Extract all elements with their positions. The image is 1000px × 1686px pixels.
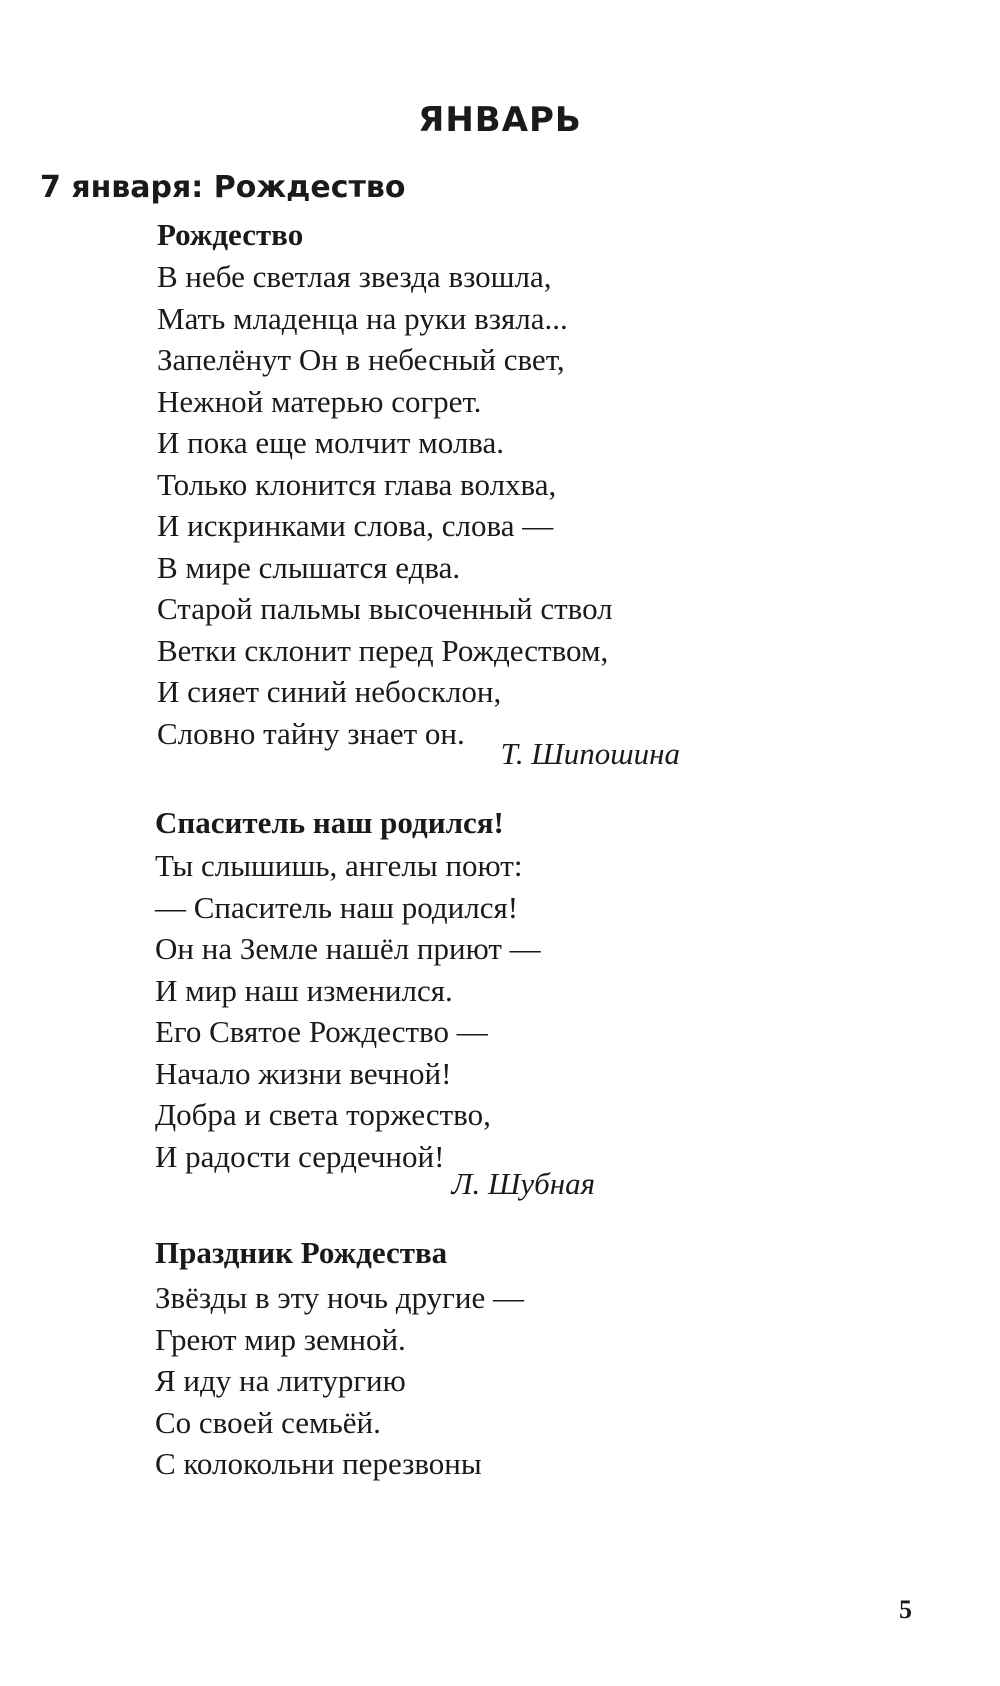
verse-line: Его Святое Рождество — (155, 1014, 488, 1049)
verse-line: Мать младенца на руки взяла... (157, 300, 568, 336)
verse-line: Ветки склонит перед Рождеством, (157, 632, 609, 668)
verse-line: Со своей семьёй. (155, 1404, 381, 1440)
poem-title: Спаситель наш родился! (155, 805, 504, 840)
verse-line: Нежной матерью согрет. (157, 383, 482, 419)
verse-line: И пока еще молчит молва. (157, 425, 505, 460)
verse-line: Ты слышишь, ангелы поют: (155, 848, 523, 883)
page-number: 5 (899, 1595, 912, 1624)
poem-verse (155, 845, 541, 1177)
verse-line: Я иду на литургию (155, 1363, 406, 1398)
verse-line: Только клонится глава волхва, (157, 466, 557, 502)
verse-line: Греют мир земной. (155, 1321, 406, 1357)
poem-author: Л. Шубная (451, 1166, 595, 1201)
verse-line: И радости сердечной! (155, 1138, 445, 1174)
poem-verse (157, 256, 613, 754)
verse-line: — Спаситель наш родился! (155, 889, 519, 925)
verse-line: Старой пальмы высоченный ствол (157, 591, 613, 626)
poem-title: Праздник Рождества (155, 1235, 448, 1270)
verse-line: И мир наш изменился. (155, 972, 453, 1008)
verse-line: Он на Земле нашёл приют — (155, 931, 541, 966)
verse-line: С колокольни перезвоны (155, 1446, 482, 1481)
verse-line: И сияет синий небосклон, (157, 674, 502, 709)
verse-line: Добра и света торжество, (155, 1097, 491, 1132)
month-title: ЯНВАРЬ (418, 100, 582, 140)
verse-line: Словно тайну знает он. (157, 715, 465, 751)
poem-title: Рождество (157, 217, 304, 252)
verse-line: В мире слышатся едва. (157, 549, 461, 585)
verse-line: Начало жизни вечной! (155, 1055, 452, 1091)
verse-line: И искринками слова, слова — (157, 508, 554, 543)
poem-verse (155, 1277, 524, 1485)
date-heading: 7 января: Рождество (40, 170, 406, 205)
verse-line: В небе светлая звезда взошла, (157, 259, 552, 294)
verse-line: Звёзды в эту ночь другие — (155, 1280, 524, 1315)
verse-line: Запелёнут Он в небесный свет, (157, 342, 565, 377)
poem-author: Т. Шипошина (500, 736, 680, 771)
